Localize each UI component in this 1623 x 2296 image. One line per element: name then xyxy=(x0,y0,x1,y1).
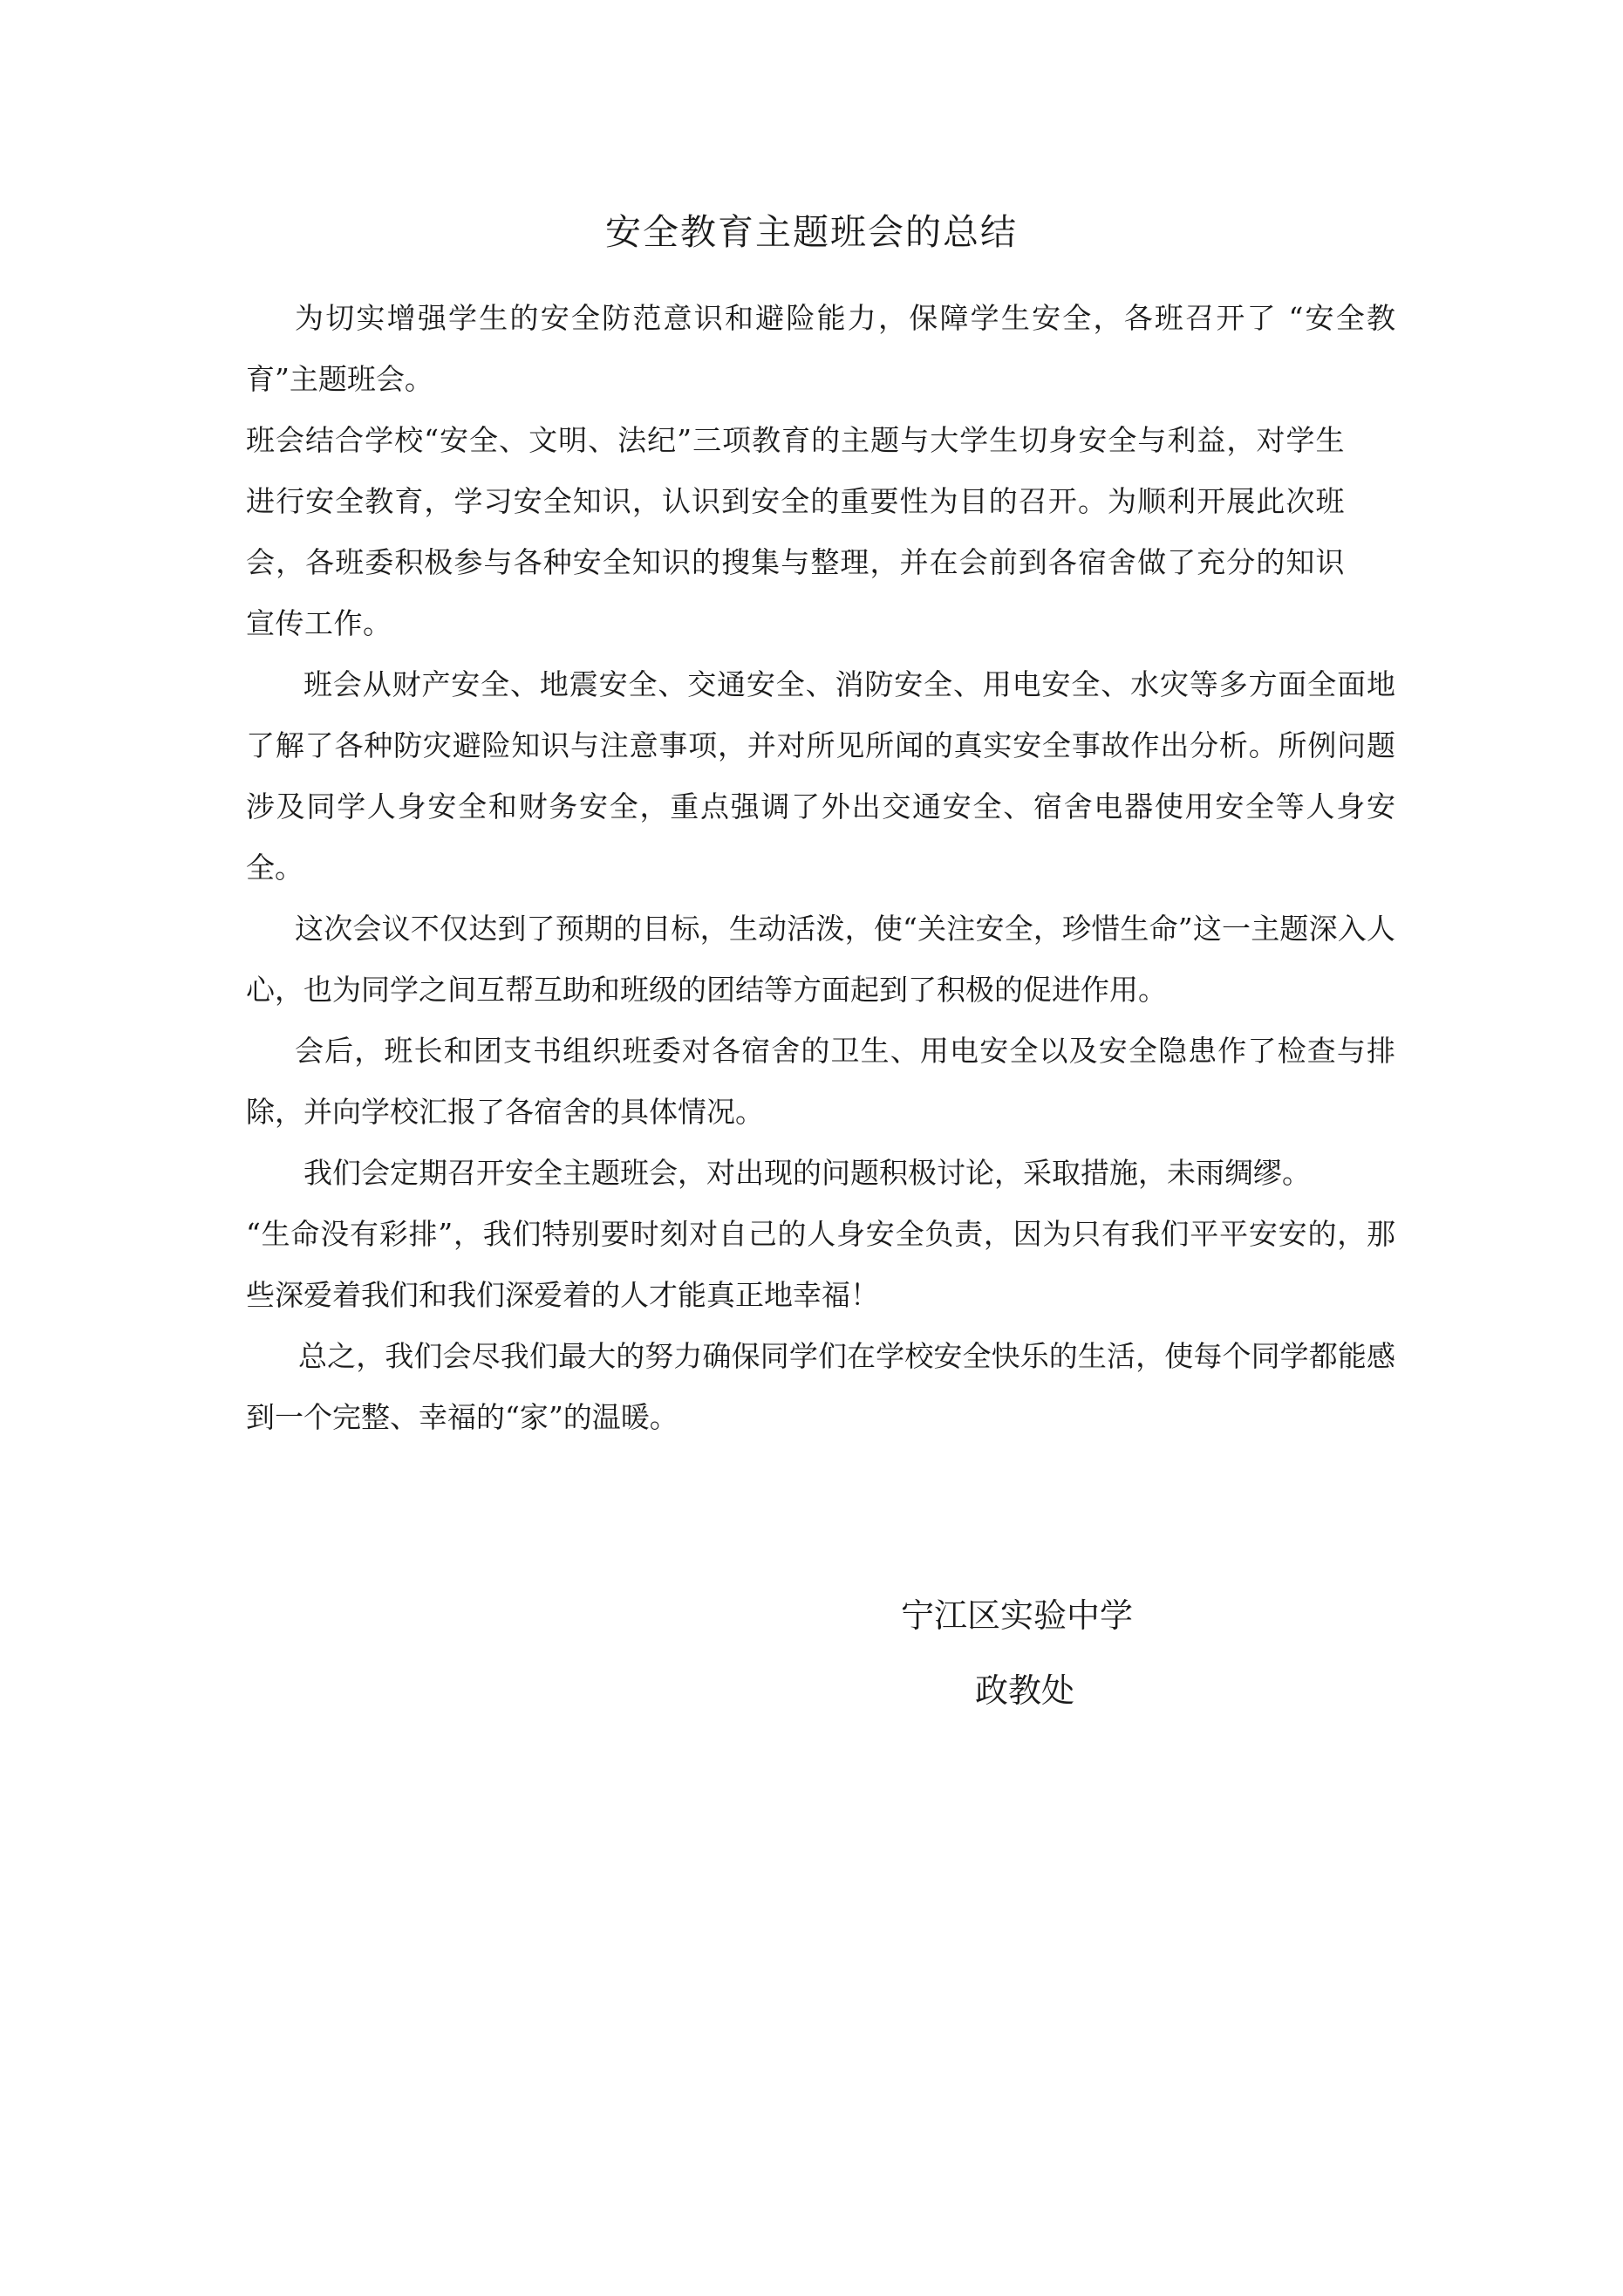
paragraph-followup: 会后，班长和团支书组织班委对各宿舍的卫生、用电安全以及安全隐患作了检查与排除，并向学校汇报了各宿舍的具体情况。 xyxy=(246,1034,1395,1129)
paragraph-intro: 为切实增强学生的安全防范意识和避险能力，保障学生安全，各班召开了 “安全教育”主题班会。 xyxy=(246,301,1395,396)
document-body xyxy=(246,288,1395,1448)
signature-department-text: 政教处 xyxy=(975,1671,1075,1710)
paragraph-purpose: 班会结合学校“安全、文明、法纪”三项教育的主题与大学生切身安全与利益，对学生进行安全教育，学习安全知识，认识到安全的重要性为目的召开。为顺利开展此次班会，各班委积极参与各种安全知识的搜集与整理，并在会前到各宿舍做了充分的知识宣传工作。 xyxy=(246,423,1345,640)
paragraph-conclusion: 总之，我们会尽我们最大的努力确保同学们在学校安全快乐的生活，使每个同学都能感到一个完整、幸福的“家”的温暖。 xyxy=(246,1339,1395,1434)
paragraph-topics: 班会从财产安全、地震安全、交通安全、消防安全、用电安全、水灾等多方面全面地了解了各种防灾避险知识与注意事项，并对所见所闻的真实安全事故作出分析。所例问题涉及同学人身安全和财务安全，重点强调了外出交通安全、宿舍电器使用安全等人身安全。 xyxy=(246,667,1395,885)
paragraph-outcome: 这次会议不仅达到了预期的目标，生动活泼，使“关注安全，珍惜生命”这一主题深入人心，也为同学之间互帮互助和班级的团结等方面起到了积极的促进作用。 xyxy=(246,912,1395,1007)
paragraph-quote: “生命没有彩排”，我们特别要时刻对自己的人身安全负责，因为只有我们平平安安的，那些深爱着我们和我们深爱着的人才能真正地幸福！ xyxy=(246,1217,1395,1312)
signature-school-text: 宁江区实验中学 xyxy=(901,1596,1134,1635)
document-title: 安全教育主题班会的总结 xyxy=(605,211,1018,253)
paragraph-plan: 我们会定期召开安全主题班会，对出现的问题积极讨论，采取措施，未雨绸缪。 xyxy=(303,1156,1311,1190)
